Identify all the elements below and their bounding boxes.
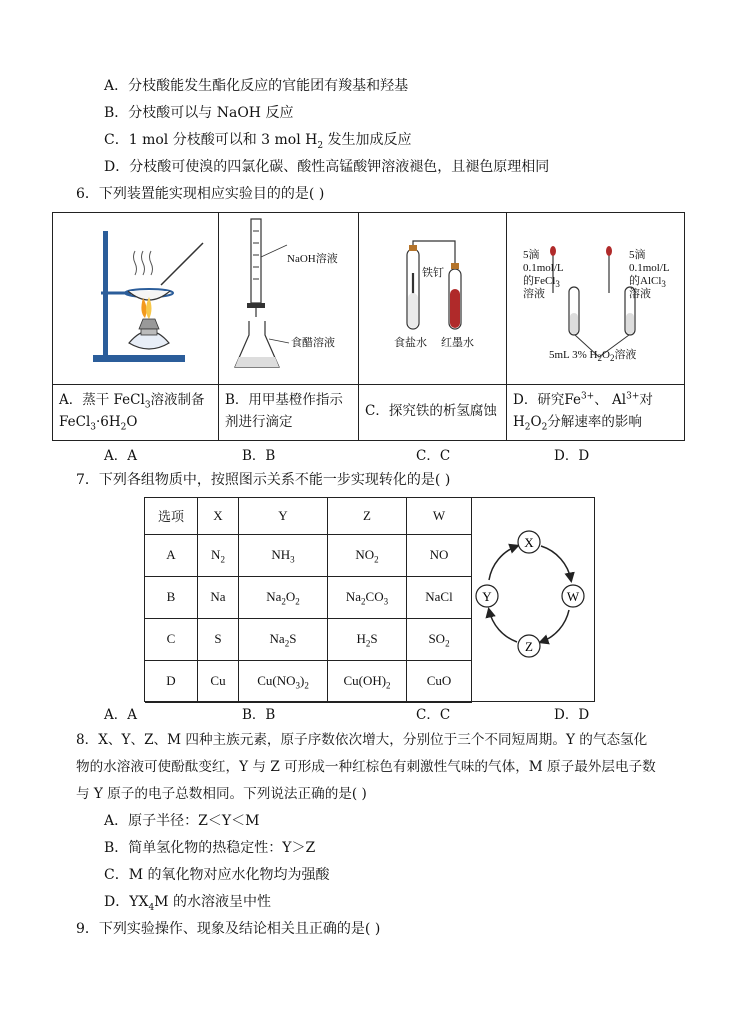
node-x-label: X [524,535,534,550]
fecl3-reagent-label: 5滴 0.1mol/L 的FeCl$_3$ 溶液 [523,249,564,300]
q6-stem: 6．下列装置能实现相应实验目的的是( ) [76,186,325,202]
alcl3-reagent-label: 5滴 0.1mol/L 的AlCl$_3$ 溶液 [629,249,670,300]
node-y-label: Y [482,589,492,604]
cell: D [145,660,198,702]
cell: $Na_2O_2$ [239,576,328,618]
cell: Na [198,576,239,618]
q5-option-a: A．分枝酸能发生酯化反应的官能团有羧基和羟基 [104,78,409,94]
cell: $H_2S$ [328,618,407,660]
q6-caption-b: B．用甲基橙作指示剂进行滴定 [225,392,343,430]
q6-caption-d: D．研究$Fe^{3+}$、 $Al^{3+}$对 $H_2O_2$分解速率的影响 [513,391,653,433]
cell: $Cu(NO_3)_2$ [239,660,328,702]
cell: CuO [407,660,472,702]
table-row [145,618,472,660]
header-x: X [198,498,239,534]
cell: $N_2$ [198,534,239,576]
vinegar-label: 食醋溶液 [291,336,335,349]
q6-answer-a: A．A [104,448,137,464]
cell: $NO_2$ [328,534,407,576]
table-row [145,576,472,618]
cell: $Na_2S$ [239,618,328,660]
q8-option-b: B．简单氢化物的热稳定性：Y＞Z [104,840,316,856]
evaporation-apparatus-drawing [73,223,208,373]
naoh-label: NaOH溶液 [287,253,338,265]
cell: A [145,534,198,576]
cell: B [145,576,198,618]
q5-option-b: B．分枝酸可以与 NaOH 反应 [104,105,294,121]
table-row [145,534,472,576]
q6-answer-c: C．C [416,448,451,464]
q8-stem-line-2: 物的水溶液可使酚酞变红，Y 与 Z 可形成一种红棕色有刺激性气味的气体，M 原子最外层电子数 [76,759,656,775]
q6-row-divider [53,384,684,385]
table-row [145,660,472,702]
q7-answer-c: C．C [416,707,451,723]
cell: $Cu(OH)_2$ [328,660,407,702]
q7-answer-b: B．B [242,707,276,723]
titration-apparatus-drawing [229,217,353,377]
q6-caption-a: A．蒸干 FeCl$_3$溶液制备 $FeCl_3\cdot 6H_2O$ [59,392,205,433]
q7-stem: 7．下列各组物质中，按照图示关系不能一步实现转化的是( ) [76,472,451,488]
q6-answer-b: B．B [242,448,276,464]
corrosion-apparatus-drawing [383,233,493,343]
q6-answer-d: D．D [554,448,590,464]
cell: $SO_2$ [407,618,472,660]
q8-option-d: D．$YX_4M$ 的水溶液呈中性 [104,894,271,913]
red-ink-label: 红墨水 [441,336,474,349]
q8-stem-line-1: 8．X、Y、Z、M 四种主族元素，原子序数依次增大，分别位于三个不同短周期。Y 的气态氢化 [76,732,648,748]
cell: NaCl [407,576,472,618]
q5-option-d: D．分枝酸可使溴的四氯化碳、酸性高锰酸钾溶液褪色，且褪色原理相同 [104,159,550,175]
cell: C [145,618,198,660]
q6-caption-c: C．探究铁的析氢腐蚀 [365,403,497,419]
header-w: W [407,498,472,534]
q8-stem-line-3: 与 Y 原子的电子总数相同。下列说法正确的是( ) [76,786,367,802]
q7-answer-d: D．D [554,707,590,723]
cell: NO [407,534,472,576]
q6-apparatus-table [52,212,685,441]
header-option: 选项 [145,498,198,534]
nail-label: 铁钉 [422,266,444,279]
cell: S [198,618,239,660]
salt-water-label: 食盐水 [394,336,427,349]
q9-stem: 9．下列实验操作、现象及结论相关且正确的是( ) [76,921,381,937]
cell: $NH_3$ [239,534,328,576]
cell: Cu [198,660,239,702]
h2o2-label: 5mL 3% $H_2O_2$溶液 [549,349,637,364]
header-y: Y [239,498,328,534]
q5-option-c: C．1 mol 分枝酸可以和 3 mol $H_2$ 发生加成反应 [104,132,412,151]
q7-substance-table [144,497,595,702]
cell: $Na_2CO_3$ [328,576,407,618]
conversion-cycle-diagram [469,524,593,674]
node-z-label: Z [525,639,533,654]
q8-option-a: A．原子半径：Z＜Y＜M [104,813,260,829]
node-w-label: W [566,589,580,604]
header-z: Z [328,498,407,534]
q8-option-c: C．M 的氧化物对应水化物均为强酸 [104,867,330,883]
q7-answer-a: A．A [104,707,137,723]
